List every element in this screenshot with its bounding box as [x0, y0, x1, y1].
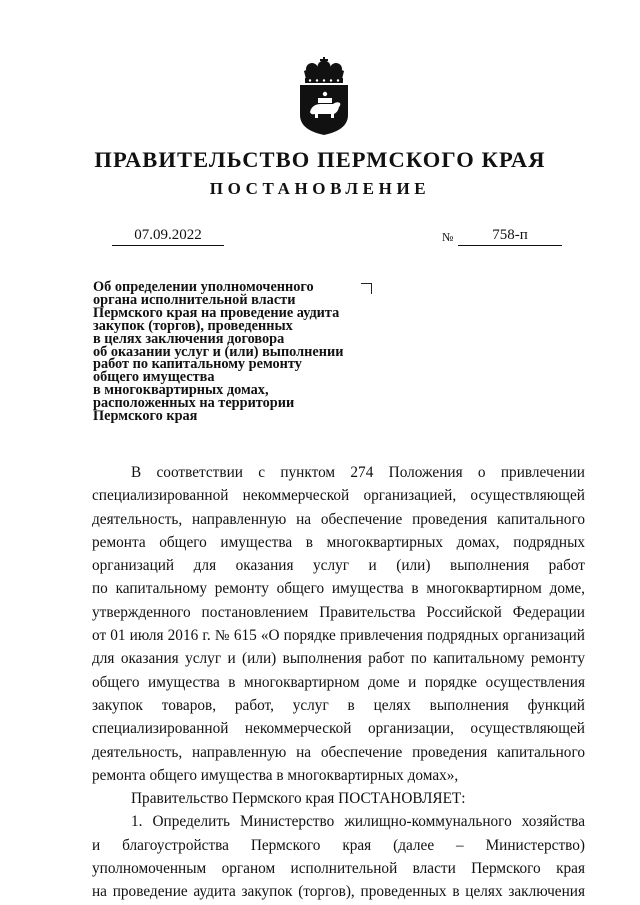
body-line: Правительство Пермского края ПОСТАНОВЛЯЕТ:: [131, 790, 466, 808]
body-line: общего имущества в многоквартирном доме и порядке осуществления: [92, 673, 585, 691]
government-title: ПРАВИТЕЛЬСТВО ПЕРМСКОГО КРАЯ: [94, 147, 546, 172]
body-line: специализированной некоммерческой организации, осуществляющей: [92, 720, 585, 738]
document-number: 758-п: [458, 226, 562, 246]
number-sign: №: [442, 230, 454, 244]
body-line: на проведение аудита закупок (торгов), проведенных в целях заключения: [92, 883, 585, 901]
subject-line: общего имущества: [93, 369, 215, 386]
document-type: ПОСТАНОВЛЕНИЕ: [209, 179, 431, 198]
document-date: 07.09.2022: [112, 226, 224, 246]
body-line: от 01 июля 2016 г. № 615 «О порядке привлечения подрядных организаций: [92, 627, 585, 645]
body-line: деятельность, направленную на обеспечение проведения капитального: [92, 743, 585, 761]
body-line: специализированной некоммерческой организацией, осуществляющей: [92, 487, 585, 505]
subject-line: в целях заключения договора: [93, 330, 285, 347]
document-subject: [93, 281, 383, 423]
subject-line: расположенных на территории: [93, 395, 295, 412]
body-line: ремонта общего имущества в многоквартирных домах, подрядных: [92, 533, 585, 551]
body-line: организаций для оказания услуг и (или) выполнения работ: [92, 557, 585, 575]
body-line: 1. Определить Министерство жилищно-коммунального хозяйства: [131, 813, 585, 831]
body-line: уполномоченным органом исполнительной власти Пермского края: [92, 860, 585, 878]
subject-line: работ по капитальному ремонту: [93, 356, 302, 373]
document-body: [92, 461, 585, 904]
body-line: утвержденного постановлением Правительства Российской Федерации: [92, 603, 585, 621]
subject-line: органа исполнительной власти: [93, 291, 296, 308]
subject-line: в многоквартирных домах,: [93, 382, 269, 399]
body-line: деятельность, направленную на обеспечение проведения капитального: [92, 510, 585, 528]
body-line: В соответствии с пунктом 274 Положения о привлечении: [131, 464, 585, 481]
body-line: для оказания услуг и (или) выполнения работ по капитальному ремонту: [92, 650, 585, 668]
subject-line: Об определении уполномоченного: [93, 279, 314, 295]
subject-line: закупок (торгов), проведенных: [93, 317, 293, 334]
body-line: и благоустройства Пермского края (далее – Министерство): [92, 836, 585, 854]
body-line: закупок товаров, работ, услуг в целях выполнения функций: [92, 696, 585, 714]
body-line: по капитальному ремонту общего имущества в многоквартирном доме,: [92, 580, 585, 598]
subject-line: об оказании услуг и (или) выполнении: [93, 343, 344, 360]
body-line: ремонта общего имущества в многоквартирных домах»,: [92, 766, 459, 784]
perm-krai-coat-of-arms-icon: [296, 57, 352, 135]
subject-line: Пермского края: [93, 408, 198, 425]
subject-line: Пермского края на проведение аудита: [93, 304, 340, 321]
